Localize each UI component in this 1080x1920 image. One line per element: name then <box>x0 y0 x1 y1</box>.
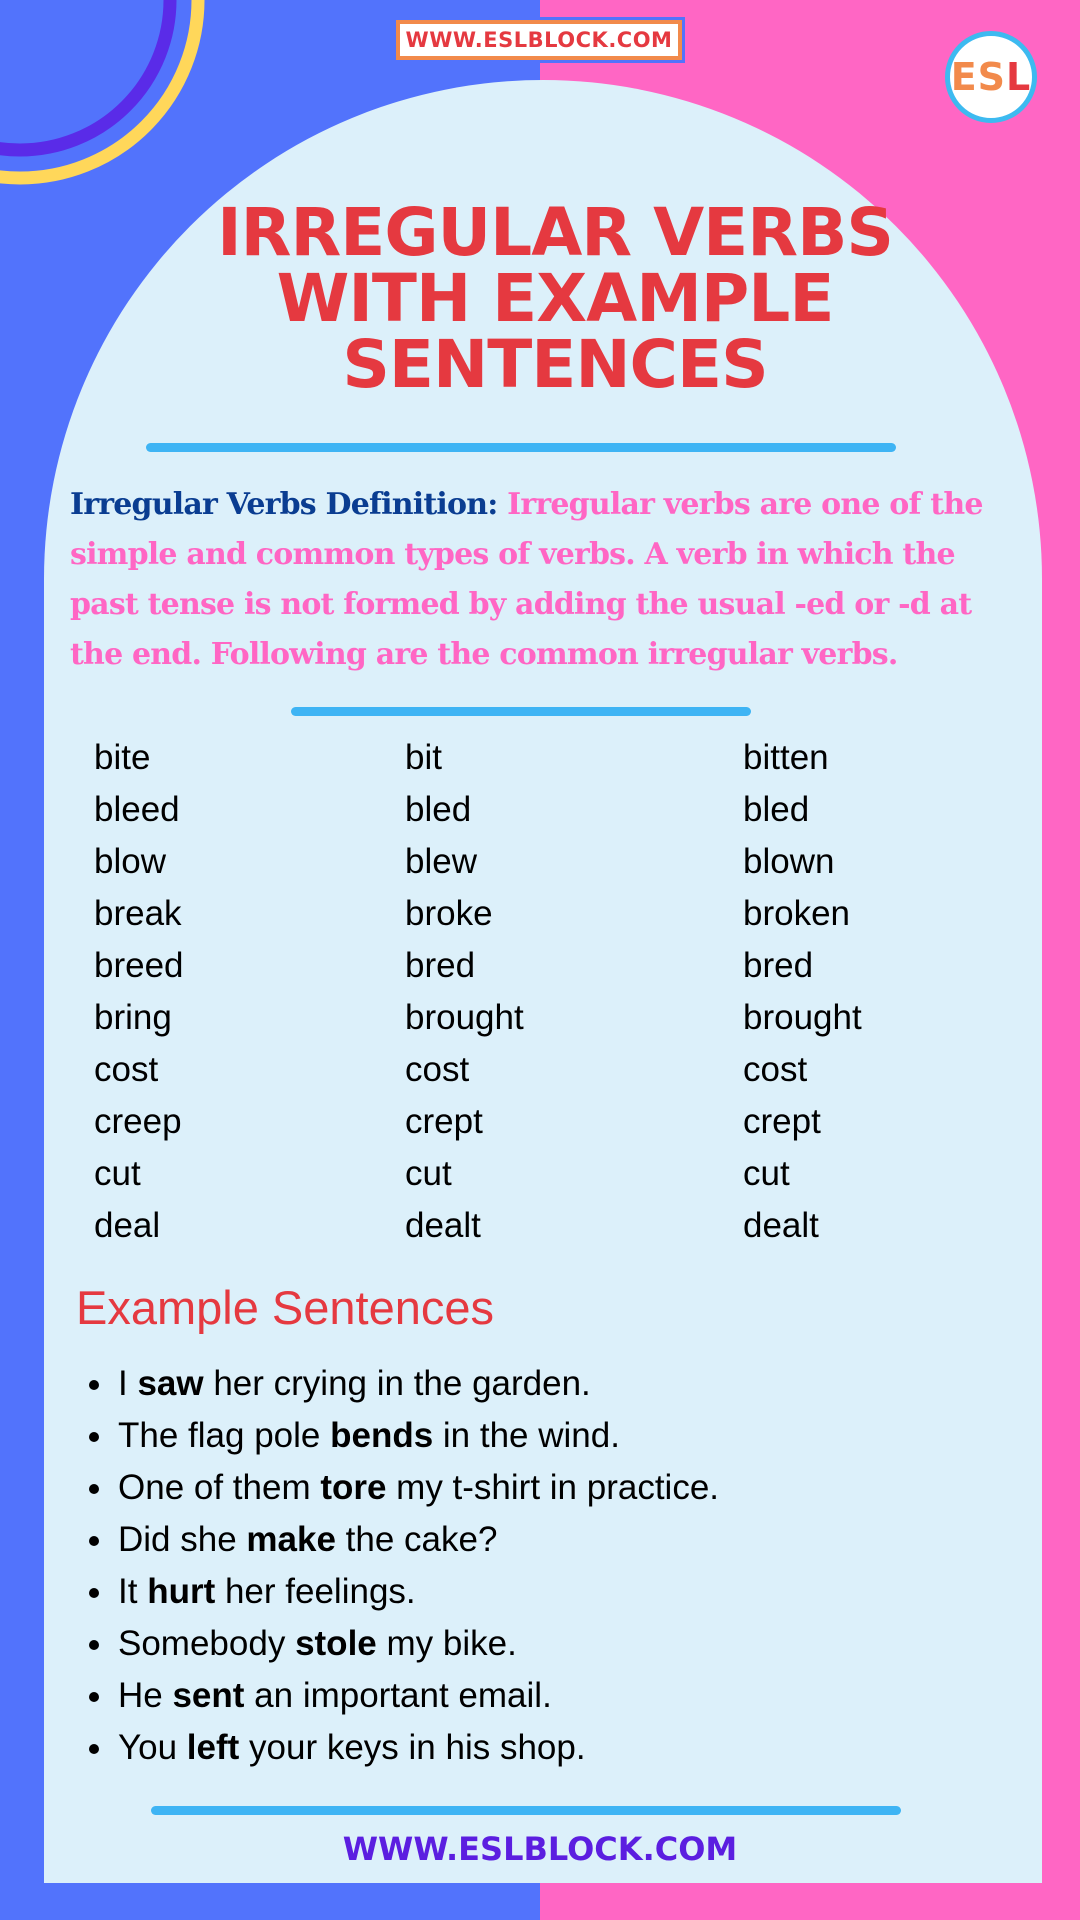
verb-past-participle: bitten <box>743 738 829 777</box>
verb-past-simple: blew <box>405 842 477 881</box>
verb-past-simple: brought <box>405 998 524 1037</box>
verb-base-form: cost <box>94 1050 159 1089</box>
sentence-start: It <box>118 1572 148 1611</box>
verb-table <box>94 732 994 1252</box>
examples-heading: Example Sentences <box>76 1281 495 1334</box>
verb-base-form: cut <box>94 1154 141 1193</box>
verb-past-participle: cost <box>743 1050 808 1089</box>
definition-text: Irregular verbs are one of the simple and common types of verbs. A verb in which the past tense is not formed by adding the usual -ed or -d at the end. Following are the common irregular verbs. <box>70 487 983 672</box>
verb-base-form: blow <box>94 842 166 881</box>
verb-past-simple: bit <box>405 738 442 777</box>
divider-middle <box>291 707 751 716</box>
sentence-verb: tore <box>320 1468 387 1507</box>
sentence-verb: hurt <box>147 1572 216 1611</box>
sentence-verb: stole <box>295 1624 377 1663</box>
definition-label: Irregular Verbs Definition: <box>70 487 498 522</box>
verb-past-participle: crept <box>743 1102 821 1141</box>
example-sentence <box>116 1462 1016 1514</box>
sentence-start: Somebody <box>118 1624 296 1663</box>
verb-past-participle: broken <box>743 894 851 933</box>
verb-past-participle: bred <box>743 946 814 985</box>
sentence-start: He <box>118 1676 173 1715</box>
sentence-verb: make <box>246 1520 336 1559</box>
verb-past-participle: bled <box>743 790 810 829</box>
definition-paragraph <box>70 480 1020 680</box>
sentence-end: an important email. <box>244 1676 552 1715</box>
verb-past-simple: dealt <box>405 1206 481 1245</box>
decorative-arcs-icon <box>0 0 220 220</box>
sentence-end: my bike. <box>376 1624 517 1663</box>
verb-past-participle: brought <box>743 998 862 1037</box>
sentence-verb: sent <box>172 1676 245 1715</box>
example-sentence <box>116 1514 1016 1566</box>
example-sentence <box>116 1722 1016 1774</box>
sentence-verb: left <box>186 1728 240 1767</box>
sentence-end: your keys in his shop. <box>239 1728 586 1767</box>
verb-base-form: breed <box>94 946 184 985</box>
sentence-verb: saw <box>137 1364 204 1403</box>
sentence-end: her crying in the garden. <box>203 1364 591 1403</box>
sentence-end: my t-shirt in practice. <box>386 1468 720 1507</box>
verb-base-form: deal <box>94 1206 161 1245</box>
verb-base-form: bleed <box>94 790 180 829</box>
footer-site-url[interactable]: WWW.ESLBLOCK.COM <box>342 1830 738 1868</box>
verb-base-form: bring <box>94 998 172 1037</box>
verb-base-form: creep <box>94 1102 182 1141</box>
verb-past-simple: cost <box>405 1050 470 1089</box>
example-sentence <box>116 1618 1016 1670</box>
sentence-start: One of them <box>118 1468 321 1507</box>
verb-past-simple: bred <box>405 946 476 985</box>
logo-part-2: L <box>1006 55 1032 99</box>
verb-past-participle: dealt <box>743 1206 819 1245</box>
site-url-banner[interactable]: WWW.ESLBLOCK.COM <box>396 20 682 60</box>
examples-list <box>76 1358 1016 1774</box>
page-title: IRREGULAR VERBS WITH EXAMPLE SENTENCES <box>217 194 893 403</box>
example-sentence <box>116 1358 1016 1410</box>
verb-past-participle: cut <box>743 1154 790 1193</box>
verb-base-form: break <box>94 894 182 933</box>
verb-past-simple: bled <box>405 790 472 829</box>
divider-top <box>146 443 896 452</box>
sentence-end: her feelings. <box>215 1572 416 1611</box>
verb-past-participle: blown <box>743 842 835 881</box>
sentence-start: Did she <box>118 1520 247 1559</box>
sentence-end: in the wind. <box>433 1416 620 1455</box>
example-sentence <box>116 1566 1016 1618</box>
verb-past-simple: crept <box>405 1102 483 1141</box>
example-sentence <box>116 1670 1016 1722</box>
verb-past-simple: broke <box>405 894 493 933</box>
logo-part-1: ES <box>950 55 1007 99</box>
sentence-start: The flag pole <box>118 1416 331 1455</box>
esl-logo <box>945 31 1037 123</box>
divider-bottom <box>151 1806 901 1815</box>
verb-base-form: bite <box>94 738 151 777</box>
sentence-start: You <box>118 1728 187 1767</box>
sentence-end: the cake? <box>335 1520 498 1559</box>
sentence-start: I <box>118 1364 138 1403</box>
sentence-verb: bends <box>330 1416 434 1455</box>
verb-past-simple: cut <box>405 1154 452 1193</box>
example-sentence <box>116 1410 1016 1462</box>
